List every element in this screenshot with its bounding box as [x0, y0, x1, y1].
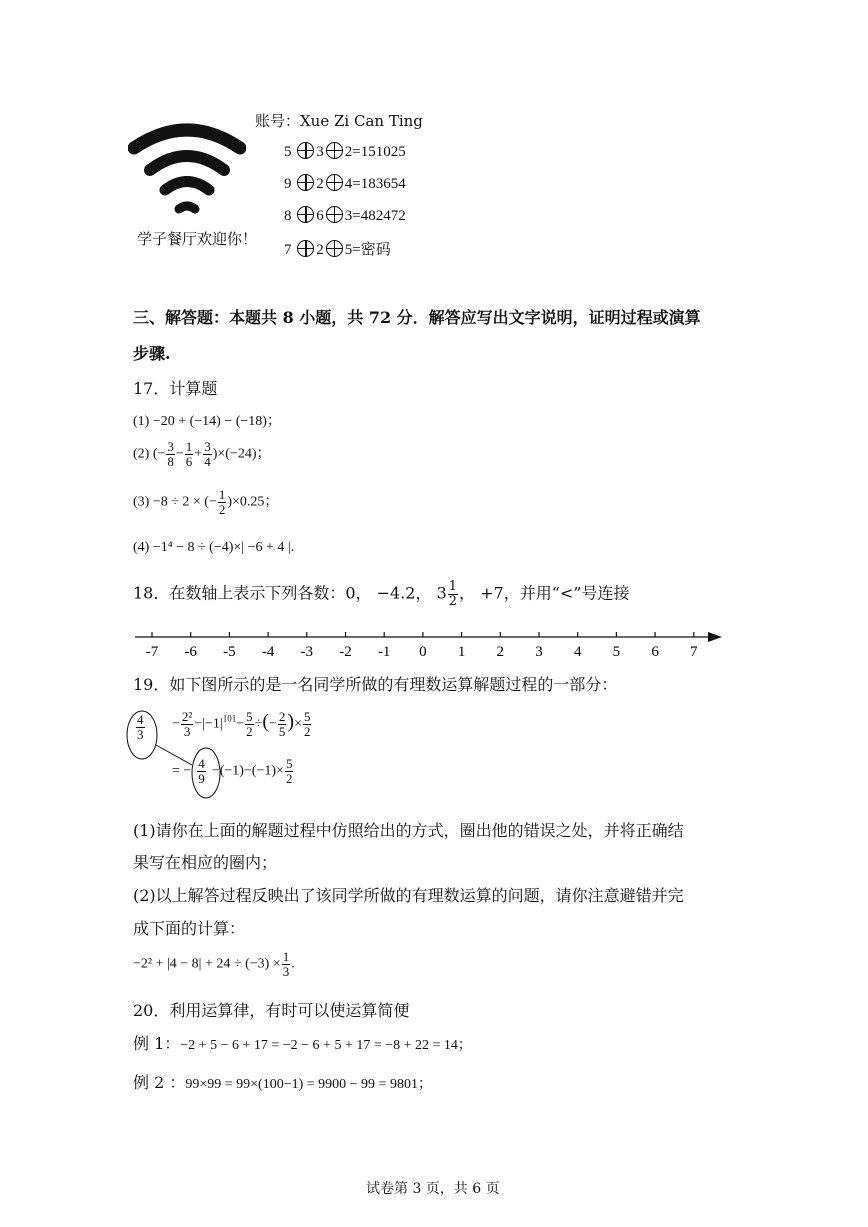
number-line-tick-label: -3: [300, 644, 314, 660]
q19-sub1: (1)请你在上面的解题过程中仿照给出的方式，圈出他的错误之处，并将正确结: [133, 821, 684, 840]
number-line-tick-label: -7: [145, 644, 159, 660]
circled-plus-icon: [326, 240, 343, 257]
arrow-right-icon: [708, 632, 722, 642]
wifi-icon: [128, 118, 246, 218]
q19-title: 19．如下图所示的是一名同学所做的有理数运算解题过程的一部分：: [133, 675, 618, 694]
page-footer: 试卷第 3 页，共 6 页: [366, 1181, 500, 1197]
number-line-tick-label: 2: [496, 644, 505, 660]
section-heading: 三、解答题：本题共 8 小题，共 72 分．解答应写出文字说明，证明过程或演算: [133, 308, 701, 327]
number-line-tick-label: -1: [377, 644, 391, 660]
number-line-tick-label: 3: [535, 644, 543, 660]
number-line-tick-label: -6: [184, 644, 197, 660]
number-line-tick-label: 0: [419, 644, 427, 660]
circled-plus-icon: [297, 206, 314, 223]
q19-sub1-cont: 果写在相应的圈内；: [133, 853, 278, 872]
number-line-tick-label: 1: [457, 644, 466, 660]
q19-line2: = − $\frac{4}{9}$ −(−1)−(−1)× $\frac{5}{2}$: [172, 756, 293, 786]
wifi-row-1: 5 3 2=151025: [284, 144, 406, 160]
number-line-tick-label: -4: [261, 644, 275, 660]
number-line-tick-label: 4: [573, 644, 582, 660]
circled-plus-icon: [326, 206, 343, 223]
circled-plus-icon: [326, 142, 343, 159]
number-line-tick-label: -2: [339, 644, 352, 660]
wifi-row-3: 8 6 3=482472: [284, 208, 406, 224]
wifi-welcome: 学子餐厅欢迎你！: [137, 230, 258, 248]
wifi-row-4: 7 2 5=密码: [284, 242, 391, 258]
circled-plus-icon: [297, 240, 314, 257]
number-line-tick-label: 7: [690, 644, 698, 660]
q20-example1: 例 1：−2 + 5 − 6 + 17 = −2 − 6 + 5 + 17 = −8 + 22 = 14；: [133, 1034, 472, 1053]
q20-example2: 例 2 ：99×99 = 99×(100−1) = 9900 − 99 = 9801；: [133, 1073, 432, 1092]
circled-plus-icon: [297, 174, 314, 191]
section-heading-cont: 步骤.: [133, 344, 171, 363]
q18-text: 18．在数轴上表示下列各数：0， −4.2， 3 $\frac{1}{2}$ ， +7，并用“<”号连接: [133, 579, 630, 609]
number-line-tick-label: 5: [612, 644, 621, 660]
q19-calc: −2² + |4 − 8| + 24 ÷ (−3) × $\frac{1}{3}$ .: [133, 949, 295, 979]
q17-title: 17．计算题: [133, 379, 218, 398]
q17-part2: (2) (− $\frac{3}{8}$ − $\frac{1}{6}$ + $\frac{3}{4}$ )×(−24)；: [133, 439, 271, 469]
number-line: [130, 622, 730, 662]
circled-plus-icon: [326, 174, 343, 191]
number-line-tick-label: 6: [651, 644, 659, 660]
q19-sub2: (2)以上解答过程反映出了该同学所做的有理数运算的问题，请你注意避错并完: [133, 886, 684, 905]
q19-sub2-cont: 成下面的计算：: [133, 919, 246, 938]
q20-title: 20．利用运算律，有时可以使运算简便: [133, 1001, 410, 1020]
q17-part3: (3) −8 ÷ 2 × (− $\frac{1}{2}$ )×0.25；: [133, 487, 279, 517]
wifi-account: 账号：Xue Zi Can Ting: [255, 112, 423, 130]
circled-plus-icon: [297, 142, 314, 159]
q19-line1: − $\frac{\text{2²}}{3}$ $-|-1|^{101}-$ $\frac{5}{2}$ ÷(− $\frac{2}{5}$ )× $\frac{5}{2}$: [172, 709, 311, 739]
q17-part1: (1) −20 + (−14) − (−18)；: [133, 414, 281, 429]
q17-part4: (4) −1⁴ − 8 ÷ (−4)×| −6 + 4 |.: [133, 540, 295, 555]
wifi-row-2: 9 2 4=183654: [284, 176, 406, 192]
correction-circle-value: $\frac{4}{3}$: [137, 712, 144, 742]
number-line-tick-label: -5: [223, 644, 236, 660]
